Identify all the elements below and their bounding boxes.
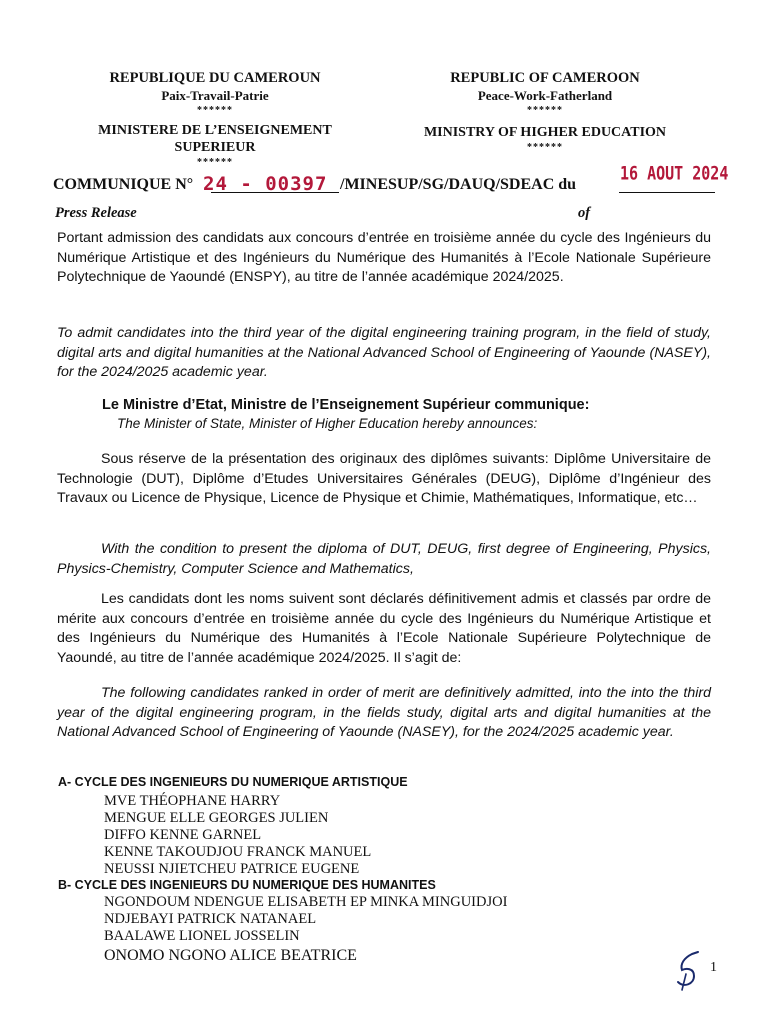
ministry-fr-line1: MINISTERE DE L’ENSEIGNEMENT — [98, 123, 332, 138]
reserve-fr: Sous réserve de la présentation des originaux des diplômes suivants: Diplôme Universitaire de Technologie (DUT), Diplôme d’Etudes Universitaires Générales (DEUG), Diplôme d’Ingénieur des Travaux ou Licence de Physique, Licence de Physique et Chimie, Mathématiques, Informatique, etc… — [57, 451, 711, 506]
minister-announcement-fr: Le Ministre d’Etat, Ministre de l’Enseignement Supérieur communique: — [102, 397, 590, 413]
admitted-fr: Les candidats dont les noms suivent sont déclarés définitivement admis et classés par ordre de mérite aux concours d’entrée en troisième année du cycle des Ingénieurs du Numérique Artistique et des Ingénieurs du Numérique des Humanités à l’Ecole Nationale Supérieure Polytechnique de Yaoundé, au titre de l’année académique 2024/2025. Il s’agit de: — [57, 591, 711, 666]
section-b-title: B- CYCLE DES INGENIEURS DU NUMERIQUE DES HUMANITES — [58, 878, 436, 892]
section-a-list — [104, 793, 371, 878]
list-item: NDJEBAYI PATRICK NATANAEL — [104, 911, 317, 927]
section-b-list — [104, 894, 507, 967]
country-fr: REPUBLIQUE DU CAMEROUN — [109, 70, 321, 86]
reserve-en: With the condition to present the diploma of DUT, DEUG, first degree of Engineering, Physics, Physics-Chemistry, Computer Science and Mathematics, — [57, 541, 711, 577]
list-item: BAALAWE LIONEL JOSSELIN — [104, 928, 300, 944]
motto-fr: Paix-Travail-Patrie — [161, 88, 269, 103]
ministry-fr-line2: SUPERIEUR — [174, 140, 256, 155]
list-item: MENGUE ELLE GEORGES JULIEN — [104, 810, 329, 826]
communique-line — [53, 162, 733, 198]
press-release-label: Press Release — [55, 205, 137, 221]
section-a-title: A- CYCLE DES INGENIEURS DU NUMERIQUE ARTISTIQUE — [58, 775, 408, 789]
stars-divider: ****** — [197, 157, 233, 168]
communique-number: 24 - 00397 — [203, 173, 328, 195]
initials-signature-icon — [670, 950, 710, 994]
list-item: NGONDOUM NDENGUE ELISABETH EP MINKA MINGUIDJOI — [104, 894, 508, 910]
list-item: DIFFO KENNE GARNEL — [104, 827, 262, 843]
country-en: REPUBLIC OF CAMEROON — [450, 70, 640, 86]
subject-fr: Portant admission des candidats aux concours d’entrée en troisième année du cycle des Ingénieurs du Numérique Artistique et des Ingénieurs du Numérique des Humanités à l’Ecole Nationale Supérieure Polytechnique de Yaoundé (ENSPY), au titre de l’année académique 2024/2025. — [57, 230, 711, 285]
admitted-en: The following candidates ranked in order of merit are definitively admitted, into the into the third year of the digital engineering program, in the fields study, digital arts and digital humanities at the National Advanced School of Engineering of Yaounde (NASEY), for the 2024/2025 academic year. — [57, 685, 711, 740]
subject-en: To admit candidates into the third year of the digital engineering training program, in the field of study, digital arts and digital humanities at the National Advanced School of Engineering of Yaounde (NASEY), for the 2024/2025 academic year. — [57, 325, 711, 380]
motto-en: Peace-Work-Fatherland — [477, 88, 613, 103]
page-number: 1 — [710, 960, 717, 975]
list-item: NEUSSI NJIETCHEU PATRICE EUGENE — [104, 861, 360, 877]
header-right — [405, 70, 685, 153]
communique-label: COMMUNIQUE N° — [53, 176, 194, 193]
stars-divider: ****** — [527, 142, 563, 153]
list-item: MVE THÉOPHANE HARRY — [104, 793, 281, 809]
stars-divider: ****** — [197, 105, 233, 116]
list-item: ONOMO NGONO ALICE BEATRICE — [104, 947, 357, 964]
stars-divider: ****** — [527, 105, 563, 116]
header-left — [70, 70, 360, 168]
date-underline — [619, 192, 715, 193]
list-item: KENNE TAKOUDJOU FRANCK MANUEL — [104, 844, 372, 860]
communique-date: 16 AOUT 2024 — [620, 162, 729, 185]
press-release-of: of — [578, 205, 591, 221]
communique-reference: /MINESUP/SG/DAUQ/SDEAC du — [340, 176, 577, 193]
ministry-en: MINISTRY OF HIGHER EDUCATION — [423, 125, 667, 140]
minister-announcement-en: The Minister of State, Minister of Higher Education hereby announces: — [117, 416, 538, 431]
